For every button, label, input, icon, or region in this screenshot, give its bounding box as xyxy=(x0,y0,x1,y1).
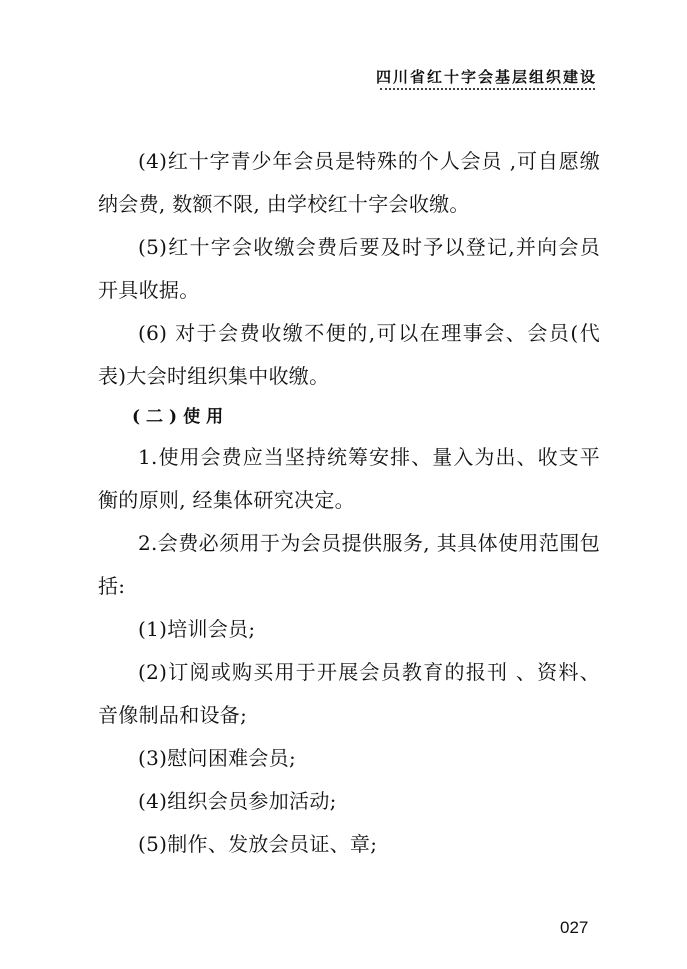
list-item-condolence: (3)慰问困难会员; xyxy=(138,746,297,770)
list-item-training: (1)培训会员; xyxy=(138,617,256,641)
section-subheading: (二)使用 xyxy=(132,407,230,427)
paragraph-membership-fee-youth: (4)红十字青少年会员是特殊的个人会员 ,可自愿缴纳会费, 数额不限, 由学校红十字会收缴。 xyxy=(98,149,600,216)
list-item-activities: (4)组织会员参加活动; xyxy=(138,789,337,813)
paragraph-centralized-collection: (6) 对于会费收缴不便的,可以在理事会、会员(代表)大会时组织集中收缴。 xyxy=(98,321,600,388)
paragraph-usage-scope: 2.会费必须用于为会员提供服务, 其具体使用范围包括: xyxy=(98,531,600,598)
paragraph-usage-principle: 1.使用会费应当坚持统筹安排、量入为出、收支平衡的原则, 经集体研究决定。 xyxy=(98,445,600,512)
list-item-subscriptions: (2)订阅或购买用于开展会员教育的报刊 、资料、音像制品和设备; xyxy=(98,660,600,727)
list-item-certificates: (5)制作、发放会员证、章; xyxy=(138,832,378,856)
header-dotted-rule xyxy=(380,88,595,90)
page-body xyxy=(98,140,600,866)
paragraph-fee-registration: (5)红十字会收缴会费后要及时予以登记,并向会员开具收据。 xyxy=(98,235,600,302)
page-number: 027 xyxy=(560,918,589,937)
running-header: 四川省红十字会基层组织建设 xyxy=(375,68,597,86)
